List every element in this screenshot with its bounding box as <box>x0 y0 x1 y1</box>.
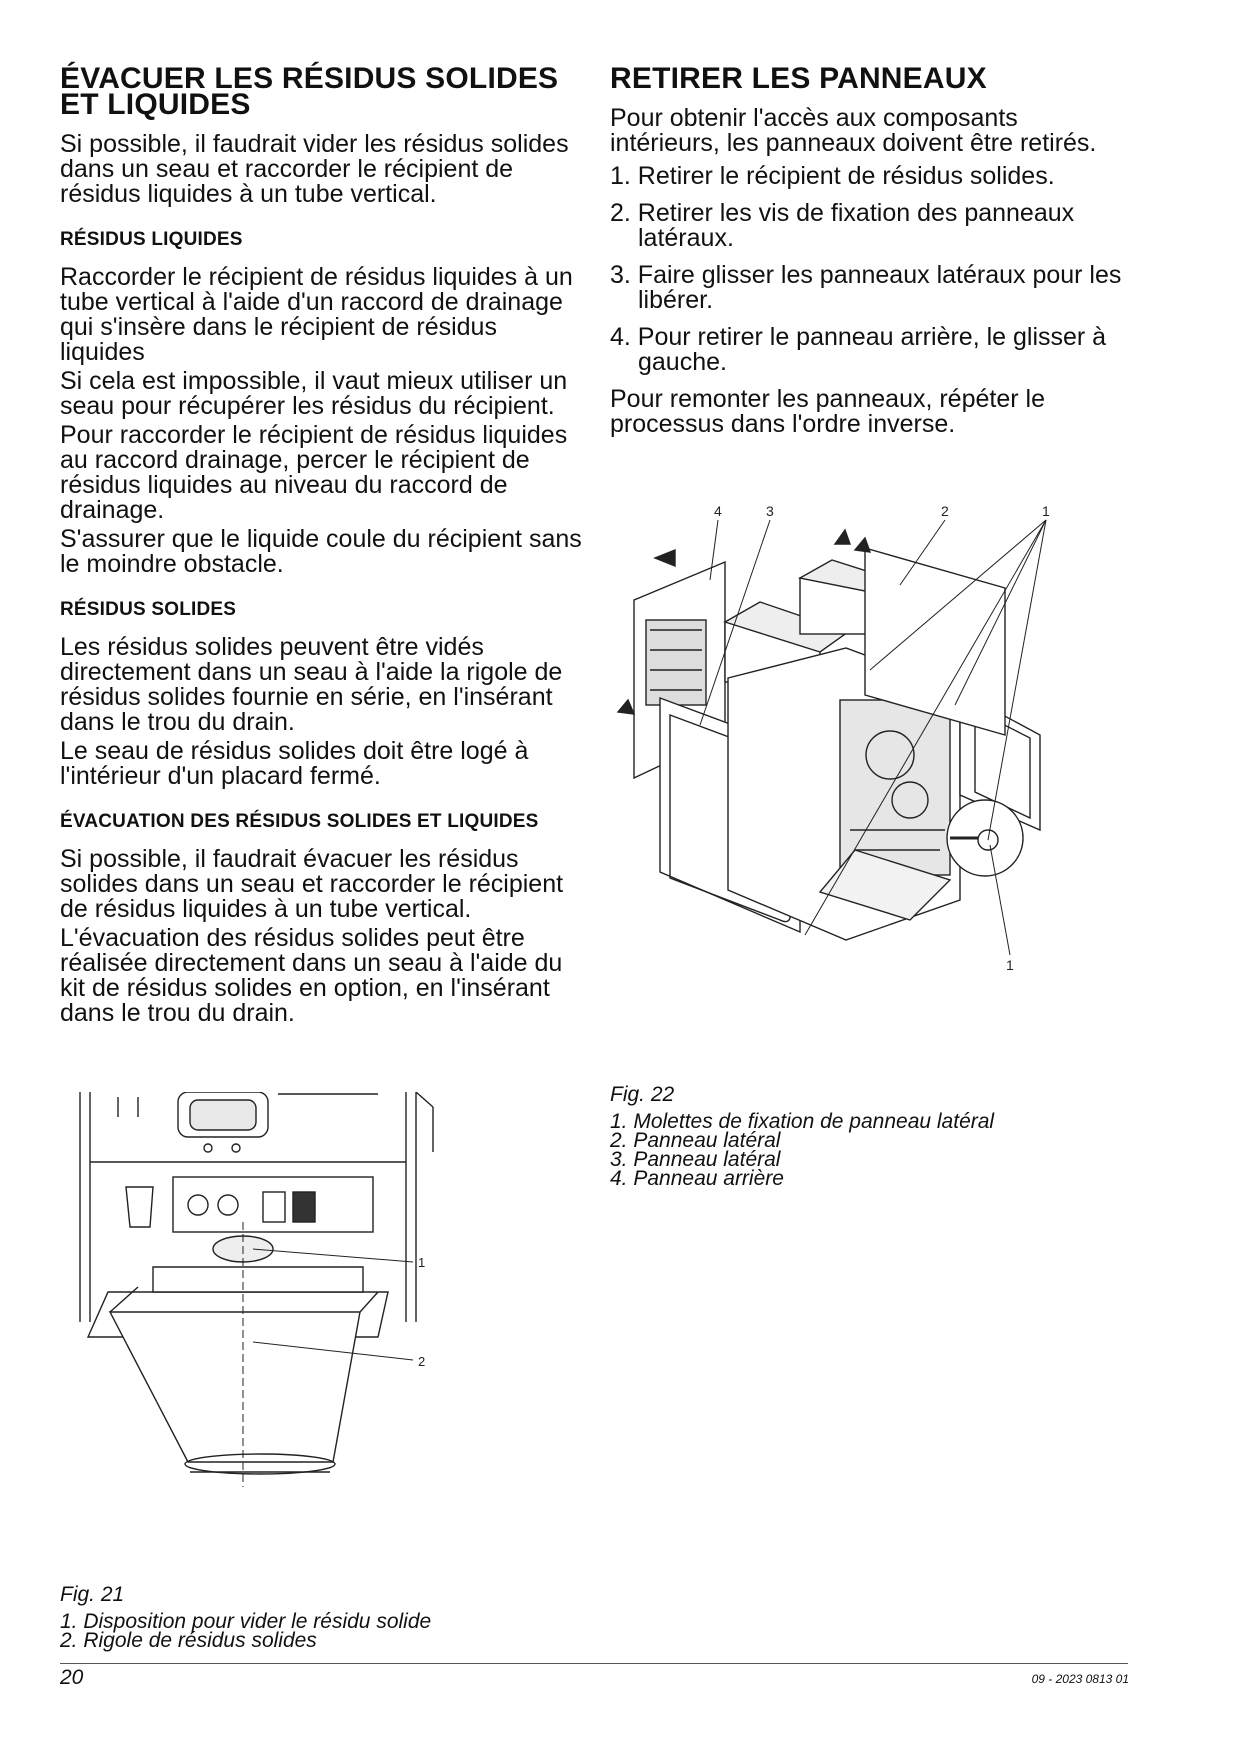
legend-item: 2. Panneau latéral <box>610 1129 781 1152</box>
paragraph: Raccorder le récipient de résidus liquides à un tube vertical à l'aide d'un raccord de drainage qui s'insère dans le récipient de résidus liquides <box>60 263 573 366</box>
paragraph: Si cela est impossible, il vaut mieux utiliser un seau pour récupérer les résidus du récipient. <box>60 367 568 420</box>
fig22-caption <box>610 1085 1110 1188</box>
outro-paragraph: Pour remonter les panneaux, répéter le processus dans l'ordre inverse. <box>610 385 1045 438</box>
document-code: 09 - 2023 0813 01 <box>1031 1672 1129 1686</box>
legend-item: 4. Panneau arrière <box>610 1167 784 1190</box>
fig21-illustration <box>78 1092 478 1502</box>
callout-label: 1 <box>1042 503 1050 519</box>
paragraph: Les résidus solides peuvent être vidés directement dans un seau à l'aide la rigole de résidus solides fournie en série, en l'insérant dans le trou du drain. <box>60 633 563 736</box>
left-column <box>60 62 585 1030</box>
section-title-retirer: RETIRER LES PANNEAUX <box>610 62 987 95</box>
callout-label: 2 <box>418 1354 426 1369</box>
fig21-caption <box>60 1585 580 1650</box>
step-item: 4. Pour retirer le panneau arrière, le glisser à gauche. <box>610 323 1107 376</box>
step-item: 2. Retirer les vis de fixation des panneaux latéraux. <box>610 199 1075 252</box>
callout-label: 1 <box>1006 957 1014 973</box>
legend-list <box>610 1112 1110 1188</box>
heading-evacuation: ÉVACUATION DES RÉSIDUS SOLIDES ET LIQUIDES <box>60 811 539 832</box>
paragraph: Le seau de résidus solides doit être logé à l'intérieur d'un placard fermé. <box>60 737 529 790</box>
paragraph: Si possible, il faudrait évacuer les résidus solides dans un seau et raccorder le récipient de résidus liquides à un tube vertical. <box>60 845 564 923</box>
legend-list <box>60 1612 580 1650</box>
intro-paragraph: Si possible, il faudrait vider les résidus solides dans un seau et raccorder le récipient de résidus liquides à un tube vertical. <box>60 130 569 208</box>
section-title-evacuer: ÉVACUER LES RÉSIDUS SOLIDES ET LIQUIDES <box>60 62 559 121</box>
intro-paragraph: Pour obtenir l'accès aux composants intérieurs, les panneaux doivent être retirés. <box>610 104 1097 157</box>
figure-title: Fig. 22 <box>610 1083 675 1106</box>
heading-residus-solides: RÉSIDUS SOLIDES <box>60 599 237 620</box>
figure-title: Fig. 21 <box>60 1583 125 1606</box>
legend-item: 3. Panneau latéral <box>610 1148 781 1171</box>
callout-label: 3 <box>766 503 774 519</box>
paragraph: S'assurer que le liquide coule du récipient sans le moindre obstacle. <box>60 525 582 578</box>
heading-residus-liquides: RÉSIDUS LIQUIDES <box>60 229 243 250</box>
legend-item: 1. Disposition pour vider le résidu solide <box>60 1610 432 1633</box>
callout-label: 4 <box>714 503 722 519</box>
step-item: 3. Faire glisser les panneaux latéraux pour les libérer. <box>610 261 1122 314</box>
legend-item: 2. Rigole de résidus solides <box>60 1629 317 1652</box>
right-column <box>610 62 1130 441</box>
page-number: 20 <box>60 1666 84 1689</box>
callout-label: 2 <box>941 503 949 519</box>
callout-label: 1 <box>418 1255 426 1270</box>
fig22-illustration <box>610 500 1080 980</box>
legend-item: 1. Molettes de fixation de panneau latéral <box>610 1110 995 1133</box>
steps-list <box>610 164 1130 375</box>
paragraph: L'évacuation des résidus solides peut être réalisée directement dans un seau à l'aide du kit de résidus solides en option, en l'insérant dans le trou du drain. <box>60 924 563 1027</box>
step-item: 1. Retirer le récipient de résidus solides. <box>610 162 1055 190</box>
paragraph: Pour raccorder le récipient de résidus liquides au raccord drainage, percer le récipient de résidus liquides au niveau du raccord de drainage. <box>60 421 568 524</box>
footer-rule <box>60 1663 1128 1664</box>
